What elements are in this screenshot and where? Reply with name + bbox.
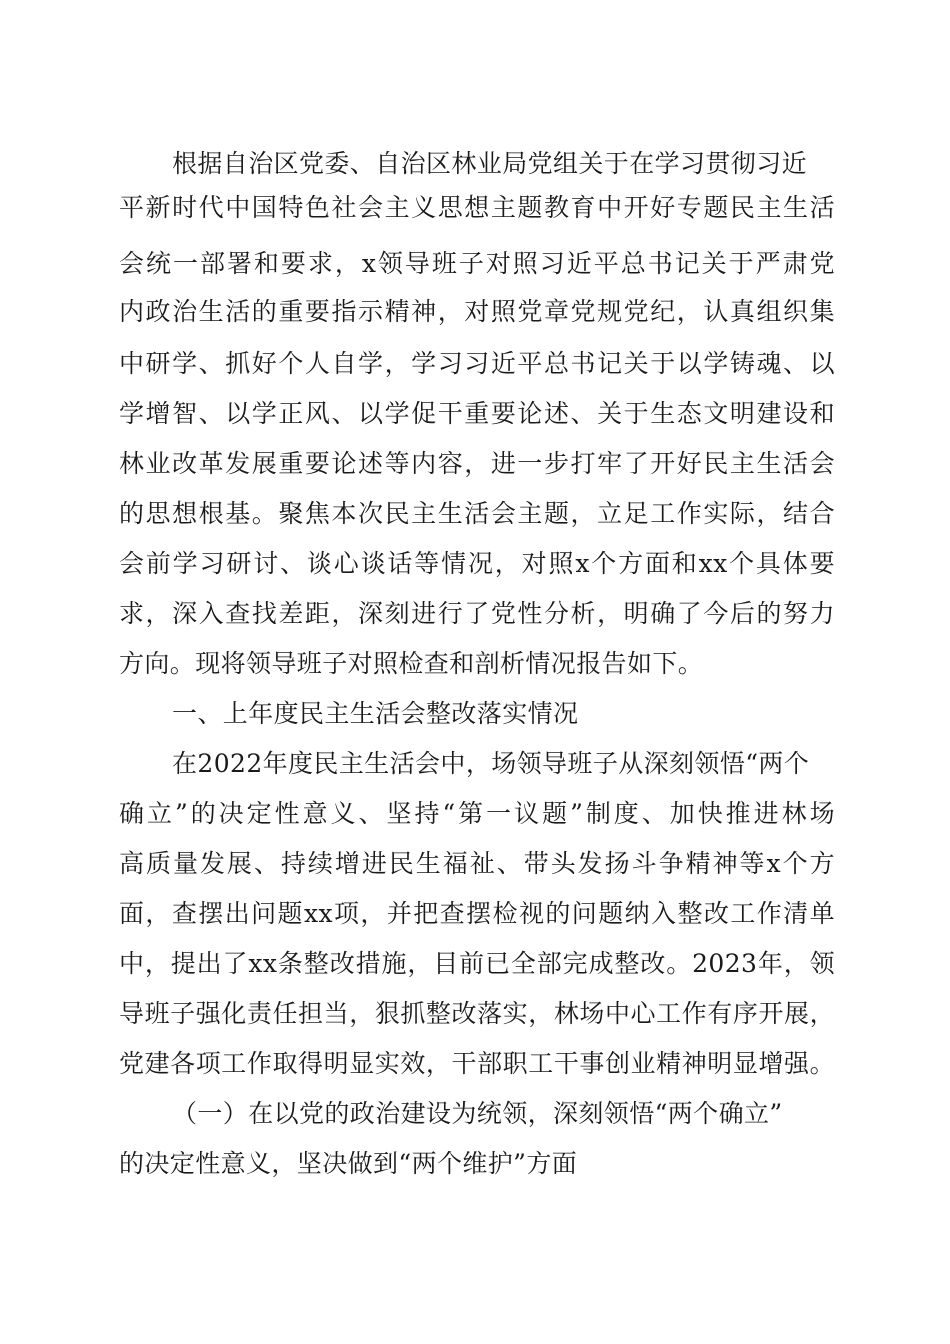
- paragraph-line: 会前学习研讨、谈心谈话等情况，对照x个方面和xx个具体要: [119, 549, 835, 578]
- paragraph-line: 学增智、以学正风、以学促干重要论述、关于生态文明建设和: [119, 399, 835, 428]
- paragraph-line: 高质量发展、持续增进民生福祉、带头发扬斗争精神等x个方: [119, 849, 835, 878]
- paragraph-line: 确立”的决定性意义、坚持“第一议题”制度、加快推进林场: [119, 799, 835, 828]
- paragraph-line: 求，深入查找差距，深刻进行了党性分析，明确了今后的努力: [119, 599, 835, 628]
- paragraph-line: 在2022年度民主生活会中，场领导班子从深刻领悟“两个: [172, 749, 810, 778]
- paragraph-line: 会统一部署和要求，x领导班子对照习近平总书记关于严肃党: [119, 249, 835, 278]
- subsection-heading: 的决定性意义，坚决做到“两个维护”方面: [119, 1149, 578, 1178]
- paragraph-line: 内政治生活的重要指示精神，对照党章党规党纪，认真组织集: [119, 297, 835, 326]
- paragraph-line: 林业改革发展重要论述等内容，进一步打牢了开好民主生活会: [119, 449, 835, 478]
- paragraph-line: 导班子强化责任担当，狠抓整改落实，林场中心工作有序开展，: [119, 999, 835, 1028]
- paragraph-line: 的思想根基。聚焦本次民主生活会主题，立足工作实际，结合: [119, 499, 835, 528]
- paragraph-line: 方向。现将领导班子对照检查和剖析情况报告如下。: [119, 649, 704, 678]
- subsection-heading: （一）在以党的政治建设为统领，深刻领悟“两个确立”: [172, 1099, 783, 1128]
- paragraph-line: 根据自治区党委、自治区林业局党组关于在学习贯彻习近: [172, 149, 808, 178]
- paragraph-line: 平新时代中国特色社会主义思想主题教育中开好专题民主生活: [119, 193, 835, 222]
- paragraph-line: 面，查摆出问题xx项，并把查摆检视的问题纳入整改工作清单: [119, 899, 835, 928]
- paragraph-line: 中研学、抓好个人自学，学习习近平总书记关于以学铸魂、以: [119, 349, 835, 378]
- paragraph-line: 党建各项工作取得明显实效，干部职工干事创业精神明显增强。: [119, 1049, 835, 1078]
- paragraph-line: 中，提出了xx条整改措施，目前已全部完成整改。2023年，领: [119, 949, 835, 978]
- section-heading: 一、上年度民主生活会整改落实情况: [172, 699, 579, 728]
